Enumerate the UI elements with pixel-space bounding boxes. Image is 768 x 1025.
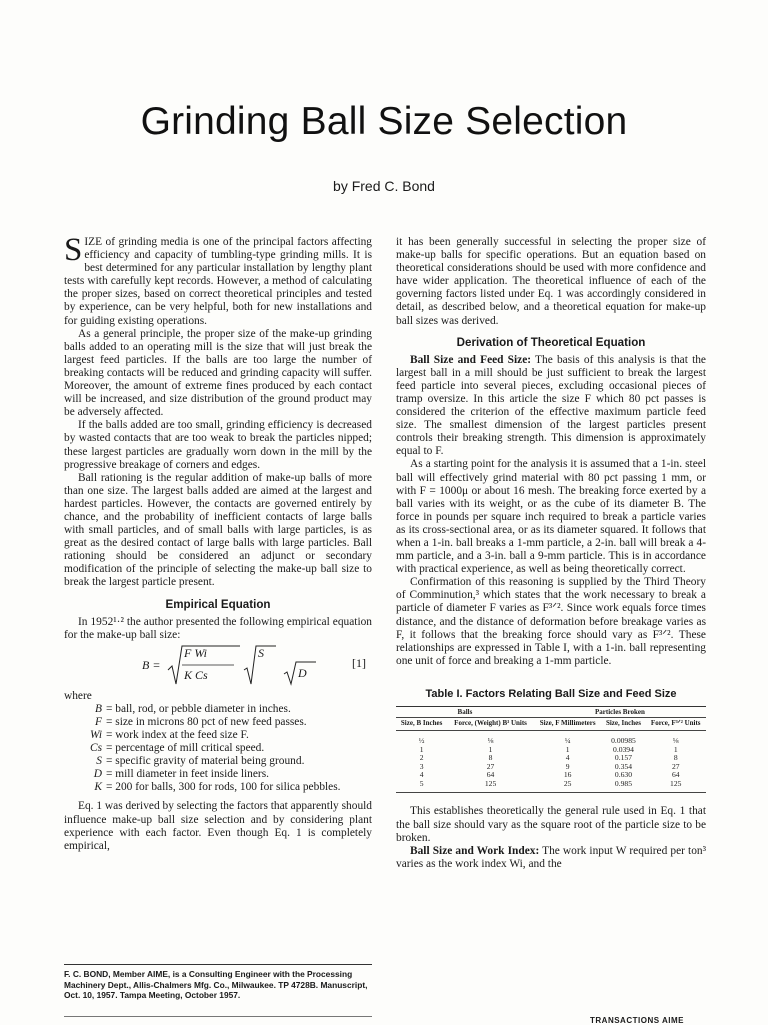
intro-text: IZE of grinding media is one of the principal factors affecting efficiency and capacity of tumbling-type grinding mills. It is best determined for any particular installation by lengthy plant tests with carefully kept records. However, a method of calculating the proper sizes, based on correct theoretical principles and tested by experience, can be very helpful, both for new installations and for guiding existing operations. bbox=[64, 236, 372, 327]
table-row: 4 64 16 0.630 64 bbox=[419, 770, 680, 780]
intro-paragraph bbox=[64, 232, 372, 328]
table-row: 5 125 25 0.985 125 bbox=[419, 778, 682, 788]
equation-number: [1] bbox=[352, 655, 366, 670]
paragraph: As a general principle, the proper size of the make-up grinding balls added to an operating mill is the size that will just break the largest feed particles. If the balls are too large the number of breaking contacts will be reduced and grinding capacity will suffer. Moreover, the amount of extreme fines produced by each contact will be increased, and size distribution of the ground product may be adversely affected. bbox=[64, 327, 372, 419]
paragraph: This establishes theoretically the general rule used in Eq. 1 that the ball size should vary as the square root of the particle size to be broken. bbox=[396, 805, 706, 844]
page-title: Grinding Ball Size Selection bbox=[140, 100, 628, 143]
paragraph: Confirmation of this reasoning is supplied by the Third Theory of Comminution,³ which states that the work necessary to break a particle of diameter F varies as F³ᐟ². Since work equals force times distance, and the distance of deformation before breakage varies as F, it follows that the breaking force should vary as F³ᐟ². These relationships are expressed in Table I, with a 1-in. ball representing one unit of force and breaking a 1-mm particle. bbox=[396, 576, 706, 667]
definition-item: S = specific gravity of material being ground. bbox=[96, 755, 305, 768]
left-column bbox=[64, 232, 372, 853]
paragraph: Ball Size and Feed Size: The basis of this analysis is that the largest ball in a mill should be just sufficient to break the largest feed particle into several pieces, excluding occasional pieces of tramp oversize. In this article the size F which 80 pct passes is considered the criterion of the effective maximum particle feed size. The smallest dimension of the largest particles present controls their breaking strength. This dimension is approximately equal to F. bbox=[396, 353, 706, 458]
equation-s: S bbox=[258, 645, 264, 660]
variable-definitions bbox=[64, 703, 372, 795]
equation-numerator: F Wi bbox=[184, 645, 207, 660]
equation-1 bbox=[64, 644, 372, 688]
where-label: where bbox=[64, 689, 92, 702]
definition-item: K = 200 for balls, 300 for rods, 100 for silica pebbles. bbox=[94, 781, 341, 794]
drop-cap: S bbox=[64, 232, 83, 268]
paragraph: it has been generally successful in selecting the proper size of make-up balls for specific operations. But an equation based on theoretical considerations should be used with more confidence and have wider application. The theoretical influence of each of the governing factors listed under Eq. 1 was accordingly considered in detail, as described below, and a theoretical equation for make-up ball sizes was derived. bbox=[396, 236, 706, 327]
table-column-header: Size, F Millimeters bbox=[534, 717, 602, 730]
radical-signs bbox=[64, 644, 372, 688]
definition-item: B = ball, rod, or pebble diameter in inches. bbox=[95, 702, 291, 715]
table-column-header: Size, Inches bbox=[601, 717, 645, 730]
definition-item: D = mill diameter in feet inside liners. bbox=[93, 768, 270, 781]
paragraph: As a starting point for the analysis it is assumed that a 1-in. steel ball will effectively grind material with 80 pct passing 1 mm, or with F = 1000μ or about 16 mesh. The breaking force exerted by a ball varies with its weight, or as the cube of its diameter B. The force in pounds per square inch required to break a particle varies as its cross-sectional area, or as its diameter squared. It follows that when a 1-in. ball breaks a 1-mm particle, a 2-in. ball will break a 4-mm particle, and a 3-in. ball a 9-mm particle. This is in accordance with practical experience, as well as being theoretically correct. bbox=[396, 458, 706, 576]
running-footer: TRANSACTIONS AIME bbox=[590, 1016, 684, 1025]
author-footnote: F. C. BOND, Member AIME, is a Consulting Engineer with the Processing Machinery Dept., Allis-Chalmers Mfg. Co., Milwaukee. TP 4728B. Manuscript, Oct. 10, 1957. Tampa Meeting, October 1957. bbox=[64, 964, 372, 1001]
definition-item: Wi = work index at the feed size F. bbox=[89, 729, 249, 741]
table-column-header: Size, B Inches bbox=[396, 717, 447, 730]
bottom-rule bbox=[64, 1016, 372, 1017]
paragraph: Eq. 1 was derived by selecting the factors that apparently should influence make-up ball size selection and by considering plant experience with each factor. Even though Eq. 1 is completely empirical, bbox=[64, 800, 372, 852]
table-title: Table I. Factors Relating Ball Size and Feed Size bbox=[425, 687, 677, 700]
right-column bbox=[396, 236, 706, 871]
run-in-heading: Ball Size and Work Index: bbox=[410, 844, 540, 857]
paragraph: Ball Size and Work Index: The work input W required per ton³ varies as the work index Wi, and the bbox=[396, 844, 706, 870]
equation-lhs: B = bbox=[142, 657, 161, 672]
equation-denominator: K Cs bbox=[184, 667, 208, 682]
run-in-heading: Ball Size and Feed Size: bbox=[410, 353, 532, 366]
definition-item: Cs = percentage of mill critical speed. bbox=[89, 742, 265, 755]
table-column-header: Force, (Weight) B³ Units bbox=[447, 717, 534, 730]
author-byline: by Fred C. Bond bbox=[333, 178, 435, 194]
table-row: 3 27 9 0.354 27 bbox=[419, 761, 680, 771]
table-row: 1 1 1 0.0394 1 bbox=[419, 744, 678, 754]
table-group-header: Particles Broken bbox=[534, 706, 706, 717]
equation-d: D bbox=[298, 665, 307, 680]
definition-item: F = size in microns 80 pct of new feed passes. bbox=[95, 715, 307, 728]
table-row: ½ ⅛ ¼ 0.00985 ⅛ bbox=[418, 735, 679, 745]
paragraph: Ball rationing is the regular addition of make-up balls of more than one size. The largest balls added are aimed at the largest and hardest particles. However, the contacts are governed entirely by chance, and the probability of inefficient contacts of large balls with small particles, and of small balls with large particles, is as great as the desired contact of large balls with large particles. Ball rationing should be considered an adjunct or secondary modification of the principle of selecting the make-up ball size to break the largest particle present. bbox=[64, 471, 372, 589]
section-heading-empirical: Empirical Equation bbox=[165, 597, 271, 611]
paragraph: In 1952¹·² the author presented the following empirical equation for the make-up ball size: bbox=[64, 615, 372, 641]
section-heading-derivation: Derivation of Theoretical Equation bbox=[456, 335, 646, 349]
table-column-header: Force, F³ᐟ² Units bbox=[645, 717, 706, 730]
data-table bbox=[396, 706, 706, 794]
table-group-header: Balls bbox=[396, 706, 534, 717]
paragraph: If the balls added are too small, grinding efficiency is decreased by wasted contacts that are too weak to break the particles nipped; these largest particles are gradually worn down in the mill by the progressive breakage of corners and edges. bbox=[64, 419, 372, 471]
table-row: 2 8 4 0.157 8 bbox=[419, 753, 678, 763]
